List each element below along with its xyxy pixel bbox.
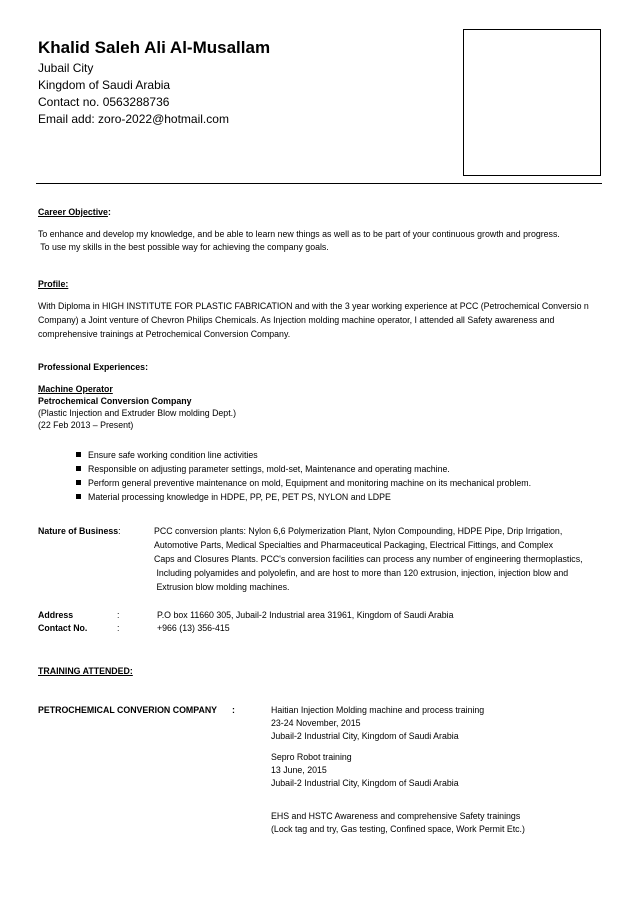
training-place: Jubail-2 Industrial City, Kingdom of Saudi Arabia [271,778,459,788]
contact-number-value: +966 (13) 356-415 [157,623,230,633]
employer-name: Petrochemical Conversion Company [38,396,192,406]
duty-item [76,478,531,488]
contact-number-colon: : [117,623,120,633]
profile-line-2: Company) a Joint venture of Chevron Philips Chemicals. As Injection molding machine operator, I attended all Safety awareness and [38,315,555,325]
experience-heading: Professional Experiences: [38,362,149,372]
bullet-square-icon [76,466,81,471]
photo-placeholder [463,29,601,176]
bullet-square-icon [76,494,81,499]
business-line-2: Automotive Parts, Medical Specialties and Pharmaceutical Packaging, Electrical Fittings, and Complex [154,540,553,550]
employment-period: (22 Feb 2013 – Present) [38,420,134,430]
address-value: P.O box 11660 305, Jubail-2 Industrial area 31961, Kingdom of Saudi Arabia [157,610,454,620]
bullet-square-icon [76,480,81,485]
business-line-3: Caps and Closures Plants. PCC's conversion facilities can process any number of engineering thermoplastics, [154,554,583,564]
training-title: Haitian Injection Molding machine and process training [271,705,485,715]
business-line-4: Including polyamides and polyolefin, and are host to more than 120 extrusion, injection, injection blow and [154,568,569,578]
department: (Plastic Injection and Extruder Blow molding Dept.) [38,408,237,418]
duty-text: Ensure safe working condition line activities [88,450,258,460]
career-objective-heading [38,207,111,217]
header-divider [36,183,602,184]
job-title: Machine Operator [38,384,113,394]
career-objective-colon: : [107,207,111,217]
training-date: 13 June, 2015 [271,765,327,775]
business-label-row [38,526,121,536]
training-details: (Lock tag and try, Gas testing, Confined space, Work Permit Etc.) [271,824,525,834]
training-date: 23-24 November, 2015 [271,718,361,728]
duty-item [76,492,391,502]
duty-text: Material processing knowledge in HDPE, PP, PE, PET PS, NYLON and LDPE [88,492,391,502]
training-heading: TRAINING ATTENDED: [38,666,133,676]
contact-line: Contact no. 0563288736 [38,95,170,109]
business-line-1: PCC conversion plants: Nylon 6,6 Polymerization Plant, Nylon Compounding, HDPE Pipe, Drip Irrigation, [154,526,563,536]
email-line: Email add: zoro-2022@hotmail.com [38,112,229,126]
training-company: PETROCHEMICAL CONVERION COMPANY [38,705,218,715]
business-label: Nature of Business [38,526,119,536]
career-objective-line-2: To use my skills in the best possible way for achieving the company goals. [38,242,329,252]
training-place: Jubail-2 Industrial City, Kingdom of Saudi Arabia [271,731,459,741]
career-objective-heading-text: Career Objective [38,207,108,217]
training-title: Sepro Robot training [271,752,352,762]
duty-item [76,464,450,474]
profile-heading: Profile: [38,279,69,289]
profile-line-3: comprehensive trainings at Petrochemical Conversion Company. [38,329,291,339]
career-objective-line-1: To enhance and develop my knowledge, and be able to learn new things as well as to be part of your continuous growth and progress. [38,229,560,239]
contact-number-label: Contact No. [38,623,88,633]
business-line-5: Extrusion blow molding machines. [154,582,290,592]
profile-line-1: With Diploma in HIGH INSTITUTE FOR PLASTIC FABRICATION and with the 3 year working experience at PCC (Petrochemical Conversio n [38,301,589,311]
address-colon: : [117,610,120,620]
city-line: Jubail City [38,61,94,75]
bullet-square-icon [76,452,81,457]
business-colon: : [118,526,121,536]
duty-item [76,450,258,460]
duty-text: Responsible on adjusting parameter settings, mold-set, Maintenance and operating machine. [88,464,450,474]
duty-text: Perform general preventive maintenance on mold, Equipment and monitoring machine on its mechanical problem. [88,478,532,488]
candidate-name: Khalid Saleh Ali Al-Musallam [38,38,271,57]
country-line: Kingdom of Saudi Arabia [38,78,171,92]
training-title: EHS and HSTC Awareness and comprehensive Safety trainings [271,811,521,821]
training-colon: : [232,705,235,715]
address-label: Address [38,610,74,620]
